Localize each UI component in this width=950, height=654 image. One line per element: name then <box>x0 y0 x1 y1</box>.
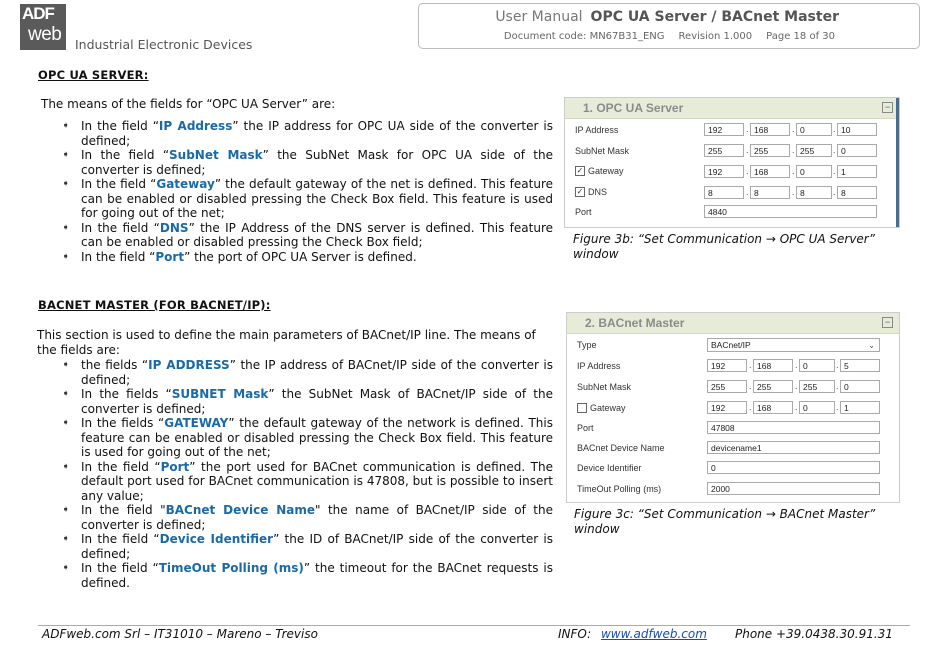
bullet-list-opcua <box>62 119 553 264</box>
gateway-octet-1[interactable]: 192 <box>707 401 747 414</box>
figure-caption-3b: Figure 3b: “Set Communication → OPC UA Server” window <box>573 232 875 261</box>
arrow-bullet-icon: ➧ <box>62 505 70 515</box>
section-intro-bacnet: This section is used to define the main parameters of BACnet/IP line. The means of the fields are: <box>37 328 536 357</box>
gateway-octet-2[interactable]: 168 <box>753 401 793 414</box>
adfweb-logo <box>20 4 66 50</box>
device-identifier-label: Device Identifier <box>577 463 642 473</box>
arrow-bullet-icon: ➧ <box>62 222 70 233</box>
subnet-octet-3[interactable]: 255 <box>796 144 832 157</box>
footer-divider <box>38 625 910 626</box>
arrow-bullet-icon: ➧ <box>62 251 70 262</box>
ip-octet-2[interactable]: 168 <box>753 359 793 372</box>
manual-title: OPC UA Server / BACnet Master <box>590 9 839 25</box>
dns-checkbox[interactable]: ✓ <box>576 187 584 196</box>
section-heading-opcua: OPC UA SERVER: <box>38 68 149 82</box>
subnet-octet-4[interactable]: 0 <box>840 380 880 393</box>
arrow-bullet-icon: ➧ <box>62 150 70 160</box>
footer-company: ADFweb.com Srl – IT31010 – Mareno – Treviso <box>42 627 318 641</box>
field-name: SubNet Mask <box>169 148 263 162</box>
device-identifier-input[interactable]: 0 <box>707 461 880 474</box>
field-name: GATEWAY <box>164 416 229 430</box>
gateway-label: Gateway <box>588 166 624 176</box>
subnet-octet-4[interactable]: 0 <box>837 144 877 157</box>
arrow-bullet-icon: ➧ <box>62 534 70 544</box>
doc-info-line <box>490 31 835 42</box>
field-name: SUBNET Mask <box>171 387 269 401</box>
list-item: ➧ In the field “Port” the port used for BACnet communication is defined. The default port used for BACnet communication is 47808, but is possible to insert any value; <box>62 459 554 503</box>
subnet-mask-label: SubNet Mask <box>575 146 630 156</box>
logo-bottom-text: web <box>28 24 62 45</box>
ip-address-label: IP Address <box>577 361 621 371</box>
footer-info-label: INFO: <box>558 627 592 641</box>
arrow-bullet-icon: ➧ <box>62 360 70 370</box>
gateway-octet-3[interactable]: 0 <box>799 401 835 414</box>
field-name: IP Address <box>158 119 233 133</box>
type-label: Type <box>577 340 597 350</box>
dns-octet-1[interactable]: 8 <box>704 186 744 199</box>
gateway-label: Gateway <box>590 403 626 413</box>
arrow-bullet-icon: ➧ <box>62 389 70 399</box>
gateway-checkbox[interactable] <box>577 403 587 413</box>
field-name: IP ADDRESS <box>148 358 230 372</box>
list-item: ➧ In the field “Port” the port of OPC UA Server is defined. <box>62 249 417 264</box>
device-name-input[interactable]: devicename1 <box>707 441 880 454</box>
footer-phone: Phone +39.0438.30.91.31 <box>735 627 893 641</box>
port-input[interactable]: 4840 <box>704 205 877 218</box>
gateway-octet-4[interactable]: 1 <box>840 401 880 414</box>
dns-label: DNS <box>588 187 608 197</box>
list-item: ➧ In the fields “SUBNET Mask” the SubNet Mask of BACnet/IP side of the converter is defined; <box>62 387 553 416</box>
timeout-polling-label: TimeOut Polling (ms) <box>577 484 662 494</box>
arrow-bullet-icon: ➧ <box>62 418 70 428</box>
dns-octet-3[interactable]: 8 <box>796 186 832 199</box>
gateway-octet-4[interactable]: 1 <box>837 165 877 178</box>
revision: Revision 1.000 <box>678 31 753 42</box>
gateway-octet-2[interactable]: 168 <box>750 165 790 178</box>
chevron-down-icon: ⌄ <box>868 341 875 350</box>
section-intro-opcua: The means of the fields for “OPC UA Server” are: <box>41 97 336 111</box>
logo-top-text: ADF <box>22 4 54 23</box>
port-input[interactable]: 47808 <box>707 421 880 434</box>
list-item: ➧ In the field “SubNet Mask” the SubNet Mask for OPC UA side of the converter is defined; <box>62 148 553 177</box>
subnet-octet-1[interactable]: 255 <box>704 144 744 157</box>
type-value: BACnet/IP <box>711 340 751 350</box>
dns-octet-2[interactable]: 8 <box>750 186 790 199</box>
gateway-checkbox[interactable]: ✓ <box>576 166 584 175</box>
ip-address-label: IP Address <box>575 125 619 135</box>
footer-info <box>558 627 707 641</box>
list-item: ➧ In the field “DNS” the IP Address of the DNS server is defined. This feature can be enabled or disabled pressing the Check Box field; <box>62 220 553 249</box>
port-label: Port <box>577 423 594 433</box>
field-name: DNS <box>159 220 189 235</box>
collapse-icon[interactable]: − <box>882 102 893 113</box>
window-title-bar <box>565 98 899 119</box>
timeout-polling-input[interactable]: 2000 <box>707 482 880 495</box>
gateway-octet-1[interactable]: 192 <box>704 165 744 178</box>
collapse-icon[interactable]: − <box>882 317 893 328</box>
arrow-bullet-icon: ➧ <box>62 563 70 573</box>
list-item: ➧ In the field “IP Address” the IP address for OPC UA side of the converter is defined; <box>62 119 554 148</box>
header-box <box>418 3 920 49</box>
bacnet-master-window: 2. BACnet Master − Type BACnet/IP ⌄ IP Address 192 . 168 . 0 . 5 SubNet Mask 255 . 255 . 255 . 0 Gateway 192 . 168 . 0 . 1 Port 47808 BACnet Device Name devicename1 Device Identifier 0 TimeOut Polling (ms) 2000 <box>566 312 900 503</box>
dns-octet-4[interactable]: 8 <box>837 186 877 199</box>
device-name-label: BACnet Device Name <box>577 443 665 453</box>
gateway-row <box>577 403 626 413</box>
window-title: 1. OPC UA Server <box>583 101 684 115</box>
bullet-list-bacnet <box>62 358 553 590</box>
company-tagline: Industrial Electronic Devices <box>75 37 253 52</box>
ip-octet-1[interactable]: 192 <box>707 359 747 372</box>
doc-code: Document code: MN67B31_ENG <box>503 31 665 42</box>
arrow-bullet-icon: ➧ <box>62 121 70 131</box>
window-title-bar <box>567 313 899 334</box>
ip-octet-4[interactable]: 5 <box>840 359 880 372</box>
subnet-mask-label: SubNet Mask <box>577 382 632 392</box>
website-link[interactable]: www.adfweb.com <box>600 627 707 641</box>
field-name: Gateway <box>156 177 215 191</box>
window-edge <box>896 98 899 227</box>
field-name: Port <box>155 249 185 264</box>
page-number: Page 18 of 30 <box>766 31 835 42</box>
ip-octet-1[interactable]: 192 <box>704 123 744 136</box>
list-item: ➧ In the field “Device Identifier” the ID of BACnet/IP side of the converter is defined; <box>62 532 554 561</box>
manual-label: User Manual <box>495 9 583 25</box>
arrow-bullet-icon: ➧ <box>62 179 70 189</box>
field-name: TimeOut Polling (ms) <box>158 561 304 575</box>
list-item: ➧ In the field “Gateway” the default gateway of the net is defined. This feature can be enabled or disabled pressing the Check Box field. This feature is used for going out of the net; <box>62 177 554 220</box>
type-select[interactable] <box>707 338 880 352</box>
manual-title-line <box>495 9 839 25</box>
ip-octet-3[interactable]: 0 <box>799 359 835 372</box>
gateway-octet-3[interactable]: 0 <box>796 165 832 178</box>
ip-octet-3[interactable]: 0 <box>796 123 832 136</box>
subnet-octet-1[interactable]: 255 <box>707 380 747 393</box>
arrow-bullet-icon: ➧ <box>62 461 70 472</box>
ip-octet-4[interactable]: 10 <box>837 123 877 136</box>
subnet-octet-3[interactable]: 255 <box>799 380 835 393</box>
gateway-row <box>575 166 624 176</box>
figure-caption-3c: Figure 3c: “Set Communication → BACnet Master” window <box>574 507 876 536</box>
field-name: Port <box>160 459 190 474</box>
port-label: Port <box>575 207 592 217</box>
section-heading-bacnet: BACNET MASTER (FOR BACNET/IP): <box>38 298 271 312</box>
field-name: BACnet Device Name <box>165 503 315 517</box>
list-item: ➧ In the fields “GATEWAY” the default gateway of the network is defined. This feature can be enabled or disabled pressing the Check Box field. This feature is used for going out of the net; <box>62 416 553 459</box>
dns-row <box>575 187 607 197</box>
field-name: Device Identifier <box>159 532 274 546</box>
list-item: ➧ In the field “TimeOut Polling (ms)” the timeout for the BACnet requests is defined. <box>62 561 554 590</box>
list-item: ➧ the fields “IP ADDRESS” the IP address of BACnet/IP side of the converter is defined; <box>62 358 554 387</box>
window-title: 2. BACnet Master <box>585 316 685 330</box>
subnet-octet-2[interactable]: 255 <box>753 380 793 393</box>
opcua-server-window: 1. OPC UA Server − IP Address 192 . 168 . 0 . 10 SubNet Mask 255 . 255 . 255 . 0 ✓ Gateway 192 . 168 . 0 . 1 ✓ DNS 8 . 8 . 8 . 8 Port 4840 <box>564 97 900 228</box>
subnet-octet-2[interactable]: 255 <box>750 144 790 157</box>
ip-octet-2[interactable]: 168 <box>750 123 790 136</box>
list-item: ➧ In the field "BACnet Device Name" the name of BACnet/IP side of the converter is defined; <box>62 503 553 532</box>
